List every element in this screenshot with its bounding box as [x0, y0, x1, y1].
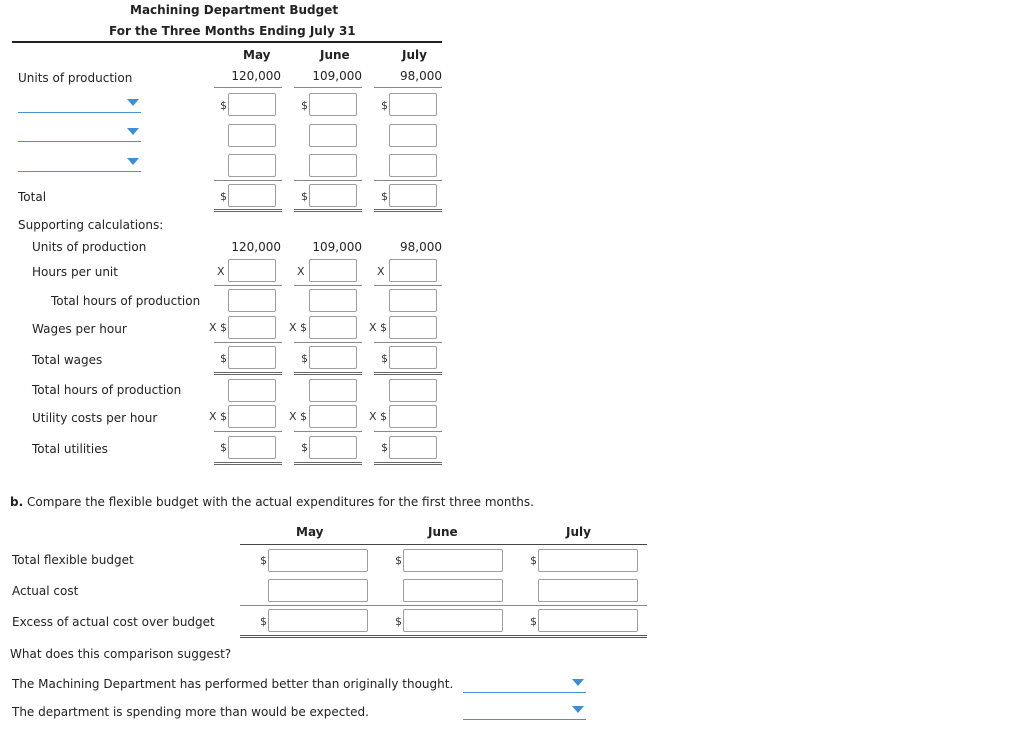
total-may-input[interactable] [228, 184, 276, 207]
cost-row2-may-input[interactable] [228, 124, 276, 147]
times-sign: X [297, 265, 305, 278]
total-june-input[interactable] [309, 184, 357, 207]
dollar-sign: $ [260, 615, 267, 628]
utility-rule-may [214, 431, 282, 432]
b-header-rule [240, 544, 647, 545]
actual-cost-may-input[interactable] [268, 579, 368, 602]
wages-rule-may [214, 342, 282, 343]
total-hours-2-may-input[interactable] [228, 379, 276, 402]
hours-rule-may [214, 285, 282, 286]
dollar-sign: $ [260, 554, 267, 567]
total-hours-2-label: Total hours of production [32, 383, 182, 397]
dollar-sign: $ [301, 99, 308, 112]
dollar-sign: $ [395, 554, 402, 567]
budget-title: Machining Department Budget [130, 3, 339, 17]
times-dollar-sign: X $ [369, 321, 388, 334]
dollar-sign: $ [220, 441, 227, 454]
total-utilities-may-input[interactable] [228, 436, 276, 459]
cost-item-dropdown-2[interactable] [18, 122, 141, 142]
chevron-down-icon [572, 706, 584, 713]
dollar-sign: $ [381, 441, 388, 454]
sc-units-july: 98,000 [400, 240, 442, 254]
dollar-sign: $ [220, 99, 227, 112]
dollar-sign: $ [530, 615, 537, 628]
b-header-may: May [296, 525, 324, 539]
total-double-rule-june [294, 209, 362, 212]
excess-june-input[interactable] [403, 609, 503, 632]
dollar-sign: $ [381, 352, 388, 365]
b-header-july: July [566, 525, 591, 539]
wages-per-hour-label: Wages per hour [32, 322, 127, 336]
month-header-june: June [320, 48, 350, 62]
wages-per-hour-june-input[interactable] [309, 316, 357, 339]
times-sign: X [217, 265, 225, 278]
dollar-sign: $ [301, 190, 308, 203]
dollar-sign: $ [220, 190, 227, 203]
excess-july-input[interactable] [538, 609, 638, 632]
cost-row2-july-input[interactable] [389, 124, 437, 147]
utilities-double-rule-june [294, 462, 362, 465]
dollar-sign: $ [220, 352, 227, 365]
total-utilities-july-input[interactable] [389, 436, 437, 459]
wages-per-hour-july-input[interactable] [389, 316, 437, 339]
units-june: 109,000 [312, 69, 362, 83]
total-label: Total [18, 190, 47, 204]
wages-double-rule-july [374, 372, 442, 375]
dollar-sign: $ [395, 615, 402, 628]
total-wages-june-input[interactable] [309, 346, 357, 369]
chevron-down-icon [127, 99, 139, 106]
times-dollar-sign: X $ [289, 321, 308, 334]
actual-cost-rule [240, 605, 647, 606]
units-rule-july [374, 87, 442, 88]
units-rule-may [214, 87, 282, 88]
subtotal-rule-may [214, 180, 282, 181]
cost-row3-june-input[interactable] [309, 154, 357, 177]
total-hours-label: Total hours of production [51, 294, 201, 308]
supporting-calculations-label: Supporting calculations: [18, 218, 164, 232]
wages-double-rule-may [214, 372, 282, 375]
statement-1-dropdown[interactable] [463, 673, 586, 693]
utility-rule-june [294, 431, 362, 432]
cost-row1-july-input[interactable] [389, 93, 437, 116]
b-header-june: June [428, 525, 458, 539]
cost-item-dropdown-1[interactable] [18, 93, 141, 113]
units-may: 120,000 [231, 69, 281, 83]
cost-row3-may-input[interactable] [228, 154, 276, 177]
hours-per-unit-label: Hours per unit [32, 265, 118, 279]
utilities-double-rule-may [214, 462, 282, 465]
actual-cost-june-input[interactable] [403, 579, 503, 602]
excess-label: Excess of actual cost over budget [12, 615, 215, 629]
times-dollar-sign: X $ [369, 410, 388, 423]
utility-costs-july-input[interactable] [389, 405, 437, 428]
flex-budget-july-input[interactable] [538, 549, 638, 572]
times-dollar-sign: X $ [289, 410, 308, 423]
dollar-sign: $ [530, 554, 537, 567]
wages-double-rule-june [294, 372, 362, 375]
dollar-sign: $ [301, 441, 308, 454]
times-dollar-sign: X $ [209, 321, 228, 334]
total-double-rule-july [374, 209, 442, 212]
flex-budget-may-input[interactable] [268, 549, 368, 572]
budget-subtitle: For the Three Months Ending July 31 [109, 24, 356, 38]
dollar-sign: $ [301, 352, 308, 365]
chevron-down-icon [127, 158, 139, 165]
total-hours-2-june-input[interactable] [309, 379, 357, 402]
cost-row3-july-input[interactable] [389, 154, 437, 177]
total-utilities-june-input[interactable] [309, 436, 357, 459]
comparison-question: What does this comparison suggest? [10, 647, 232, 661]
statement-2-dropdown[interactable] [463, 700, 586, 720]
chevron-down-icon [127, 128, 139, 135]
excess-may-input[interactable] [268, 609, 368, 632]
wages-rule-june [294, 342, 362, 343]
total-wages-july-input[interactable] [389, 346, 437, 369]
sc-units-label: Units of production [32, 240, 147, 254]
chevron-down-icon [572, 679, 584, 686]
month-header-may: May [243, 48, 271, 62]
part-b-instruction [10, 495, 534, 509]
dollar-sign: $ [381, 99, 388, 112]
total-hours-2-july-input[interactable] [389, 379, 437, 402]
wages-per-hour-may-input[interactable] [228, 316, 276, 339]
times-sign: X [377, 265, 385, 278]
statement-1: The Machining Department has performed better than originally thought. [12, 677, 454, 691]
total-july-input[interactable] [389, 184, 437, 207]
cost-row2-june-input[interactable] [309, 124, 357, 147]
sc-units-may: 120,000 [231, 240, 281, 254]
hours-per-unit-june-input[interactable] [309, 259, 357, 282]
utility-costs-june-input[interactable] [309, 405, 357, 428]
actual-cost-label: Actual cost [12, 584, 79, 598]
part-b-letter: b. [10, 495, 24, 509]
utility-costs-may-input[interactable] [228, 405, 276, 428]
subtotal-rule-june [294, 180, 362, 181]
cost-row1-may-input[interactable] [228, 93, 276, 116]
units-rule-june [294, 87, 362, 88]
total-wages-label: Total wages [32, 353, 103, 367]
subtotal-rule-july [374, 180, 442, 181]
units-july: 98,000 [400, 69, 442, 83]
hours-per-unit-may-input[interactable] [228, 259, 276, 282]
actual-cost-july-input[interactable] [538, 579, 638, 602]
total-hours-july-input[interactable] [389, 289, 437, 312]
statement-2: The department is spending more than would be expected. [12, 705, 369, 719]
month-header-july: July [402, 48, 427, 62]
utilities-double-rule-july [374, 462, 442, 465]
total-double-rule-may [214, 209, 282, 212]
hours-rule-july [374, 285, 442, 286]
hours-rule-june [294, 285, 362, 286]
title-rule [12, 41, 442, 43]
flex-budget-june-input[interactable] [403, 549, 503, 572]
cost-row1-june-input[interactable] [309, 93, 357, 116]
sc-units-june: 109,000 [312, 240, 362, 254]
cost-item-dropdown-3[interactable] [18, 152, 141, 172]
total-flexible-budget-label: Total flexible budget [12, 553, 134, 567]
times-dollar-sign: X $ [209, 410, 228, 423]
total-utilities-label: Total utilities [32, 442, 108, 456]
total-hours-june-input[interactable] [309, 289, 357, 312]
total-wages-may-input[interactable] [228, 346, 276, 369]
dollar-sign: $ [381, 190, 388, 203]
part-b-instruction-text: Compare the flexible budget with the actual expenditures for the first three months. [26, 495, 534, 509]
total-hours-may-input[interactable] [228, 289, 276, 312]
utility-rule-july [374, 431, 442, 432]
excess-double-rule [240, 635, 647, 638]
wages-rule-july [374, 342, 442, 343]
units-of-production-label: Units of production [18, 71, 133, 85]
hours-per-unit-july-input[interactable] [389, 259, 437, 282]
utility-costs-label: Utility costs per hour [32, 411, 158, 425]
